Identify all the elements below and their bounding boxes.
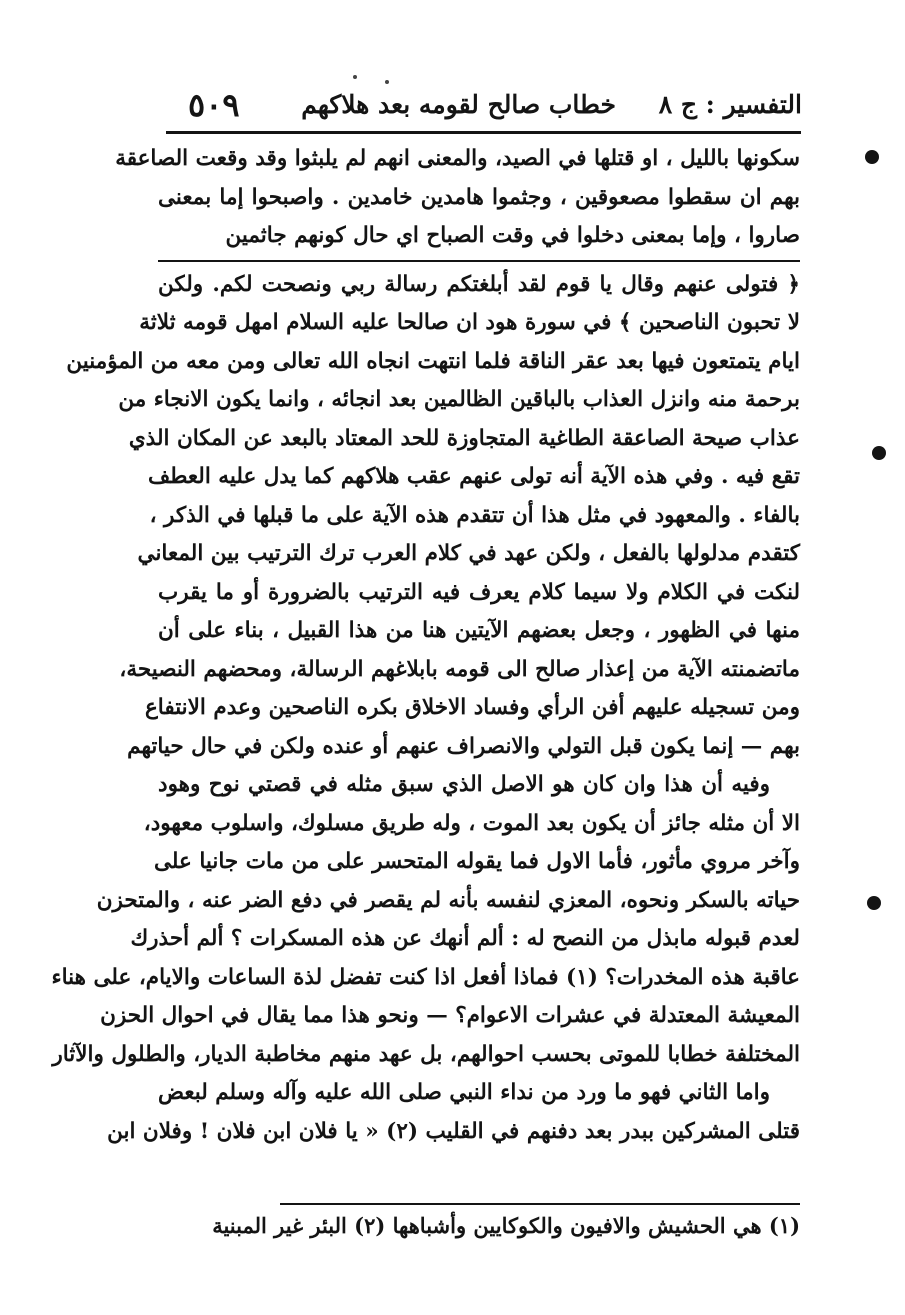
text-line: لعدم قبوله مابذل من النصح له : ألم أنهك عن هذه المسكرات ؟ ألم أحذرك bbox=[130, 926, 800, 951]
text-line: لنكت في الكلام ولا سيما كلام يعرف فيه الترتيب بالضرورة أو ما يقرب bbox=[158, 579, 800, 605]
page-number: ٥٠٩ bbox=[188, 86, 240, 124]
text-line: المعيشة المعتدلة في عشرات الاعوام؟ — ونحو هذا مما يقال في احوال الحزن bbox=[100, 1003, 800, 1028]
text-line: ﴿ فتولى عنهم وقال يا قوم لقد أبلغتكم رسالة ربي ونصحت لكم. ولكن bbox=[158, 271, 800, 297]
text-line: برحمة منه وانزل العذاب بالباقين الظالمين بعد انجائه ، وانما يكون الانجاء من bbox=[118, 387, 800, 412]
text-line: واما الثاني فهو ما ورد من نداء النبي صلى الله عليه وآله وسلم لبعض bbox=[158, 1080, 770, 1105]
text-line: صاروا ، وإما بمعنى دخلوا في وقت الصباح اي حال كونهم جاثمين bbox=[225, 223, 800, 248]
text-line: عاقبة هذه المخدرات؟ (١) فماذا أفعل اذا كنت تفضل لذة الساعات والايام، على هناء bbox=[51, 964, 800, 990]
text-line: بالفاء . والمعهود في مثل هذا أن تتقدم هذه الآية على ما قبلها في الذكر ، bbox=[149, 502, 800, 528]
text-line: بهم ان سقطوا مصعوقين ، وجثموا هامدين خامدين . واصبحوا إما بمعنى bbox=[158, 184, 800, 210]
text-line: لا تحبون الناصحين ﴾ في سورة هود ان صالحا عليه السلام امهل قومه ثلاثة bbox=[139, 310, 800, 335]
text-line: سكونها بالليل ، او قتلها في الصيد، والمعنى انهم لم يلبثوا وقد وقعت الصاعقة bbox=[115, 146, 800, 171]
footnote-rule bbox=[280, 1203, 800, 1205]
scan-speck bbox=[353, 75, 357, 79]
footnotes: (١) هي الحشيش والافيون والكوكايين وأشباهها (٢) البئر غير المبنية bbox=[212, 1213, 800, 1238]
text-line: المختلفة خطابا للموتى بحسب احوالهم، بل عهد منهم مخاطبة الديار، والطلول والآثار bbox=[52, 1041, 800, 1067]
punch-hole-dot bbox=[865, 150, 879, 164]
section-separator bbox=[158, 260, 800, 262]
punch-hole-dot bbox=[872, 446, 886, 460]
page-header bbox=[168, 86, 802, 130]
text-line: تقع فيه . وفي هذه الآية أنه تولى عنهم عقب هلاكهم كما يدل عليه العطف bbox=[148, 464, 800, 489]
text-line: بهم — إنما يكون قبل التولي والانصراف عنهم أو عنده ولكن في حال حياتهم bbox=[127, 733, 800, 759]
text-line: الا أن مثله جائز أن يكون بعد الموت ، وله طريق مسلوك، واسلوب معهود، bbox=[143, 810, 800, 836]
text-line: عذاب صيحة الصاعقة الطاغية المتجاوزة للحد المعتاد بالبعد عن المكان الذي bbox=[128, 425, 800, 451]
text-line: وآخر مروي مأثور، فأما الاول فما يقوله المتحسر على من مات جانيا على bbox=[154, 849, 800, 874]
text-line: منها في الظهور ، وجعل بعضهم الآيتين هنا من هذا القبيل ، بناء على أن bbox=[158, 618, 800, 643]
book-label: التفسير : ج ٨ bbox=[658, 90, 802, 119]
section-title: خطاب صالح لقومه بعد هلاكهم bbox=[301, 90, 616, 119]
text-line: ماتضمنته الآية من إعذار صالح الى قومه بابلاغهم الرسالة، ومحضهم النصيحة، bbox=[119, 656, 800, 682]
header-rule bbox=[166, 131, 801, 134]
text-line: حياته بالسكر ونحوه، المعزي لنفسه بأنه لم يقصر في دفع الضر عنه ، والمتحزن bbox=[96, 887, 800, 913]
body-text bbox=[51, 140, 800, 1151]
text-line: ايام يتمتعون فيها بعد عقر الناقة فلما انتهت انجاه الله تعالى ومن معه من المؤمنين bbox=[66, 348, 800, 374]
text-line: قتلى المشركين ببدر بعد دفنهم في القليب (٢) « يا فلان ابن فلان ! وفلان ابن bbox=[107, 1118, 800, 1144]
text-line: وفيه أن هذا وان كان هو الاصل الذي سبق مثله في قصتي نوح وهود bbox=[158, 772, 770, 797]
text-line: كتقدم مدلولها بالفعل ، ولكن عهد في كلام العرب ترك الترتيب بين المعاني bbox=[137, 541, 800, 566]
scan-speck bbox=[385, 80, 389, 84]
punch-hole-dot bbox=[867, 896, 881, 910]
text-line: ومن تسجيله عليهم أفن الرأي وفساد الاخلاق بكره الناصحين وعدم الانتفاع bbox=[144, 695, 800, 720]
